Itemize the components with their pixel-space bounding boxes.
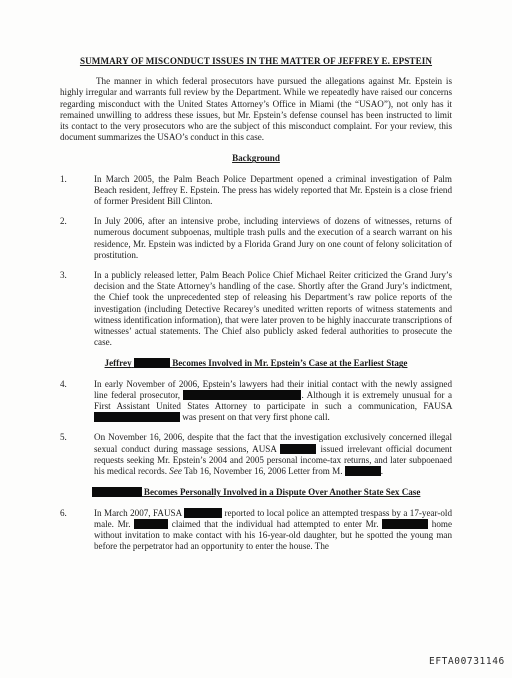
paragraph-1 xyxy=(60,174,452,208)
paragraph-text: In a publicly released letter, Palm Beach Police Chief Michael Reiter criticized the Grand Jury’s decision and the State Attorney’s handling of the case. Shortly after the Grand Jury’s indictment, the Chief took the unprecedented step of releasing his Department’s raw police reports of the investigation (including Detective Recarey’s unedited written reports of witness statements and witness identification information), that were later proven to be highly inaccurate transcriptions of witnesses’ actual statements. The Chief also publicly asked federal authorities to prosecute the case. xyxy=(94,270,452,348)
paragraph-number: 3. xyxy=(60,270,67,281)
paragraph-text-c: was present on that very first phone call. xyxy=(182,412,330,423)
redaction-block xyxy=(134,519,168,529)
paragraph-5 xyxy=(60,432,452,477)
document-title: SUMMARY OF MISCONDUCT ISSUES IN THE MATTER OF JEFFREY E. EPSTEIN xyxy=(79,56,433,66)
paragraph-2 xyxy=(60,216,452,261)
redaction-block xyxy=(134,358,170,368)
paragraph-3 xyxy=(60,270,452,348)
paragraph-number: 2. xyxy=(60,216,67,227)
paragraph-6 xyxy=(60,508,452,553)
redaction-block xyxy=(345,466,384,477)
heading-text: Becomes Personally Involved in a Dispute Over Another State Sex Case xyxy=(143,487,421,498)
section-heading-background: Background xyxy=(232,153,280,164)
paragraph-text: In July 2006, after an intensive probe, including interviews of dozens of witnesses, returns of numerous document subpoenas, multiple trash pulls and the execution of a search warrant on his residence, Mr. Epstein was indicted by a Florida Grand Jury on one count of felony solicitation of prostitution. xyxy=(94,216,452,260)
section-heading-jeffrey xyxy=(60,358,452,369)
paragraph-number: 5. xyxy=(60,432,67,443)
paragraph-text: In March 2005, the Palm Beach Police Department opened a criminal investigation of Palm Beach resident, Jeffrey E. Epstein. The press has widely reported that Mr. Epstein is a close friend of former President Bill Clinton. xyxy=(94,173,452,207)
heading-first-word: Jeffrey xyxy=(104,358,132,369)
paragraph-text-a: On November 16, 2006, despite that the fact that the investigation exclusively concerned illegal sexual conduct during massage sessions, AUSA xyxy=(94,432,452,454)
redaction-block xyxy=(94,412,180,422)
paragraph-number: 4. xyxy=(60,378,67,389)
paragraph-text-d: home without invitation to make contact with his 16-year-old daughter, but he spotted the young man before the perpetrator had an opportunity to enter the house. The xyxy=(94,518,453,552)
redaction-block xyxy=(280,444,316,454)
paragraph-text-b: issued irrelevant official document requests seeking Mr. Epstein’s 2004 and 2005 personal income-tax returns, and later subpoenaed his medical records. xyxy=(94,443,453,477)
paragraph-4 xyxy=(60,379,452,424)
redaction-block xyxy=(382,519,428,529)
citation-signal: See xyxy=(169,466,182,477)
paragraph-text-a: In March 2007, FAUSA xyxy=(94,507,182,518)
redaction-block xyxy=(183,390,301,400)
paragraph-text-c: Tab 16, November 16, 2006 Letter from M. xyxy=(184,466,343,477)
redaction-block xyxy=(92,487,142,497)
section-heading-dispute xyxy=(60,487,452,498)
document-bates-number: EFTA00731146 xyxy=(429,656,505,667)
paragraph-text-b: reported to local police an attempted trespass by a 17-year-old male. Mr. xyxy=(94,507,453,529)
intro-paragraph: The manner in which federal prosecutors have pursued the allegations against Mr. Epstein is highly irregular and warrants full review by the Department. While we repeatedly have raised our concerns regarding misconduct with the United States Attorney’s Office in Miami (the “USAO”), not only has it remained unwilling to address these issues, but Mr. Epstein’s defense counsel has been instructed to limit its contact to the very prosecutors who are the subject of this misconduct complaint. For your review, this document summarizes the USAO’s conduct in this case. xyxy=(60,76,452,143)
redaction-block xyxy=(184,508,222,518)
document-body xyxy=(60,56,452,552)
paragraph-text-c: claimed that the individual had attempted to enter Mr. xyxy=(171,518,379,529)
paragraph-text-d: . xyxy=(380,466,384,477)
paragraph-number: 6. xyxy=(60,507,67,518)
heading-rest: Becomes Involved in Mr. Epstein’s Case at the Earliest Stage xyxy=(172,358,408,369)
paragraph-number: 1. xyxy=(60,173,67,184)
paragraph-text-b: . Although it is extremely unusual for a First Assistant United States Attorney to participate in such a communication, FAUSA xyxy=(94,389,452,412)
paragraph-text-a: In early November of 2006, Epstein’s lawyers had their initial contact with the newly assigned line federal prosecutor, xyxy=(94,378,452,400)
